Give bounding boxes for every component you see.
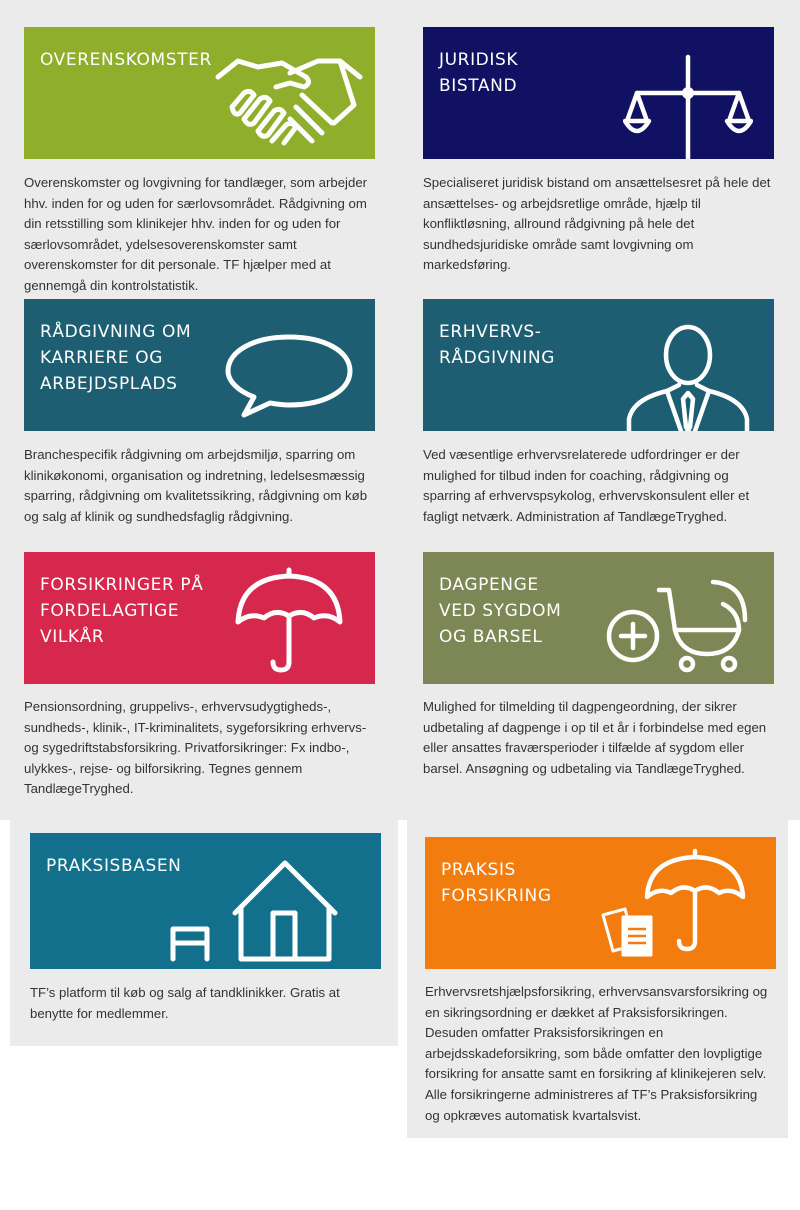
tile-forsikringer xyxy=(24,552,375,684)
tile-description: Pensionsordning, gruppelivs-, erhvervsudygtigheds-, sundheds-, klinik-, IT-kriminalitets, sygeforsikring erhvervs- og sygedriftstabsforsikring. Privatforsikringer: Fx indbo-, ulykkes-, rejse- og bilforsikring. Tegnes gennem TandlægeTryghed. xyxy=(24,699,367,797)
tile-title: RÅDGIVNING OM KARRIERE OG ARBEJDSPLADS xyxy=(40,322,192,394)
tile-title: FORSIKRINGER PÅ FORDELAGTIGE VILKÅR xyxy=(40,575,204,647)
tile-title: OVERENSKOMSTER xyxy=(40,50,212,70)
tile-description: Branchespecifik rådgivning om arbejdsmiljø, sparring om klinikøkonomi, organisation og indretning, ledelsesmæssig sparring, rådgivning om kvalitetssikring, rådgivning om køb og salg af klinik og sundhedsfaglig rådgivning. xyxy=(24,447,368,524)
umbrella-documents-icon xyxy=(595,845,765,965)
tile-overenskomster xyxy=(24,27,375,159)
tile-dagpenge xyxy=(423,552,774,684)
tile-description: Ved væsentlige erhvervsrelaterede udfordringer er der mulighed for tilbud inden for coaching, rådgivning og sparring af erhvervspsykolog, erhvervskonsulent eller et fagligt netværk. Administration af TandlægeTryghed. xyxy=(423,447,750,524)
tile-praksis-forsikring xyxy=(425,837,776,969)
tile-title: ERHVERVS- RÅDGIVNING xyxy=(439,322,555,368)
scales-icon xyxy=(623,49,753,159)
tile-raadgivning-karriere xyxy=(24,299,375,431)
tile-description: TF’s platform til køb og salg af tandklinikker. Gratis at benytte for medlemmer. xyxy=(30,985,340,1021)
pram-plus-icon xyxy=(603,574,753,674)
tile-juridisk-bistand xyxy=(423,27,774,159)
tile-title: PRAKSISBASEN xyxy=(46,856,182,876)
tile-description: Mulighed for tilmelding til dagpengeordning, der sikrer udbetaling af dagpenge i op til et år i forbindelse med egen eller ansattes fraværsperioder i tilfælde af sygdom eller barsel. Ansøgning og udbetaling via TandlægeTryghed. xyxy=(423,699,767,776)
tile-description: Overenskomster og lovgivning for tandlæger, som arbejder hhv. inden for og uden for særlovsområdet. Rådgivning om din retsstilling som klinikejer hhv. inden for og uden for særlovsområdet, ydelsesoverenskomster samt overenskomster for dit personale. TF hjælper med at gennemgå din kontrolstatistik. xyxy=(24,175,368,293)
tile-title: DAGPENGE VED SYGDOM OG BARSEL xyxy=(439,575,562,647)
tile-description: Specialiseret juridisk bistand om ansættelsesret på hele det ansættelses- og arbejdsretlige område, hjælp til konfliktløsning, allround rådgivning på hele det sundhedsjuridiske område samt lovgivning om markedsføring. xyxy=(423,175,771,273)
handshake-icon xyxy=(214,47,364,147)
house-icon xyxy=(165,853,365,963)
tile-praksisbasen xyxy=(30,833,381,969)
tile-title: JURIDISK BISTAND xyxy=(439,50,519,96)
tile-description: Erhvervsretshjælpsforsikring, erhvervsansvarsforsikring og en sikringsordning er dækket af Praksisforsikringen. Desuden omfatter Praksisforsikringen en arbejdsskadeforsikring, som både omfatter den lovpligtige forsikring for ansatte samt en forsikring af klinikejeren selv. Alle forsikringerne administreres af TF’s Praksisforsikring og opkræves automatisk kvartalsvist. xyxy=(425,984,768,1123)
umbrella-icon xyxy=(234,566,344,676)
businessman-icon xyxy=(623,321,753,431)
tile-title: PRAKSIS FORSIKRING xyxy=(441,860,552,906)
speech-bubble-icon xyxy=(224,329,354,419)
tile-erhvervsraadgivning xyxy=(423,299,774,431)
